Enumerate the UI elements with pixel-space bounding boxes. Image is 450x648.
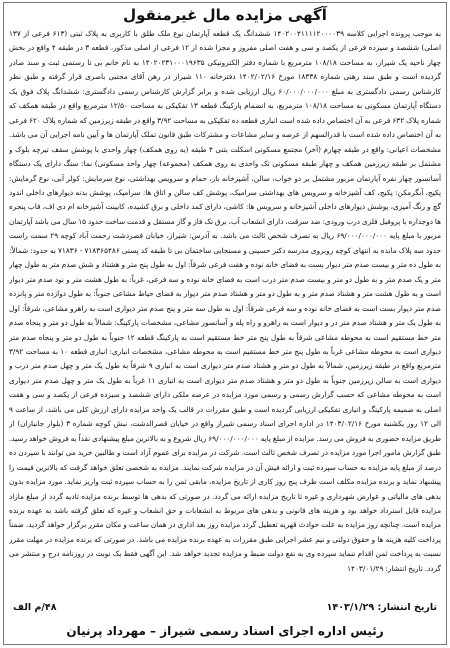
- notice-body: به موجب پرونده اجرایی کلاسه ۱۴۰۲۰۰۴۱۱۱۱۲۰۰۰۰۳۹ ششدانگ یک قطعه آپارتمان نوع ملک طلق با کاربری به پلاک ثبتی (۶۱۳ فرعی از ۱۳۷ اصلی) ششصد و سیزده فرعی از یکصد و سی و هفت اصلی مفروز و مجزا شده از ۱۲ فرعی از اصلی مذکور، قطعه ۳ در طبقه ۴ واقع در بخش چهار ناحیه یک شیراز، به مساحت ۱۰۸/۱۸ مترمربع با شماره دفتر الکترونیکی ۱۴۰۲۰۲۳۱۰۰۰۱۹۶۳۵ به نام خانم بی تا رستمی ثبت و سند صادر گردیده است و طبق سند رهنی شماره ۱۸۳۳۸ مورخ ۱۴۰۲/۰۲/۱۶ دفترخانه ۱۱۰ شیراز در رهن آقای مجتبی باصری قرار گرفته و طبق نظر کارشناس رسمی دادگستری به مبلغ ۶۰/۰۰۰/۰۰۰/۰۰۰ ریال ارزیابی شده و برابر گزارش کارشناس رسمی دادگستری: ششدانگ پلاک فوق یک دستگاه آپارتمان مسکونی به مساحت ۱۰۸/۱۸ مترمربع، به انضمام پارکینگ قطعه ۱۳ تفکیکی به مساحت ۱۲/۵۰ مترمربع واقع در طبقه همکف که شماره پلاک ۶۳۲ فرعی به آن اختصاص داده شده است انباری قطعه ده تفکیکی به مساحت ۳/۹۲ واقع در طبقه زیرزمین که شماره پلاک ۶۲۰ فرعی به آن اختصاص داده شده است با قدرالسهم از عرصه و سایر مشاعات و مشترکات طبق قانون تملک آپارتمان ها و آیین نامه اجرایی آن می باشد. مشخصات اعیانی: واقع در طبقه چهارم (آخر) مجتمع مسکونی اسکلت بتنی ۴ طبقه (به روی همکف) چهار واحدی با پوشش سقف تیرچه بلوک و مشتمل بر طبقه زیرزمین همکف و چهار طبقه مسکونی تک واحدی به روی همکف (مجموعه) چهار واحد مسکونی) نما: سنگ دارای یک دستگاه آسانسور چهار نفره آپارتمان مزبور مشتمل بر دو خواب، سالن، آشپزخانه باز، حمام و سرویس بهداشتی، نوع سرمایش: کولر آبی، نوع گرمایش: پکیج، آبگرمکن: پکیج، کف آشپزخانه و سرویس های بهداشتی سرامیک، پوشش کف سالن و اتاق ها: سرامیک، پوشش بدنه دیوارهای داخلی اندود گچ و رنگ آمیزی، پوشش دیوارهای داخلی آشپزخانه و سرویس ها: کاشی، دارای کمد داخلی و برق کشیده، کابینت آشپزخانه ام دی اف، قاب پنجره ها دوجداره با پروفیل فلزی درب ورودی: ضد سرقت، دارای انشعاب آب، برق تک فاز و گاز مستقل و قدمت ساخت حدود ۱۵ سال می باشد آپارتمان مزبور با مبلغ پایه ۶۹/۰۰۰/۰۰۰/۰۰۰ ریال به تصرف شخص ثالث می باشد. به آدرس: شیراز، خیابان قصردشت رحمت آباد کوچه ۲۹ سمت راست حدود سه پلاک مانده به انتهای کوچه روبروی مدرسه دکتر حسینی و مستجابی ساختمان بی تا طبقه کد پستی ۷۱۸۳۶۵۴۸۶ - ۷۱۸۳۶ به حدود: شمالاً: به طول ده متر و بیست صدم متر دیوار بست به فضای خانه نوده و هفت فرعی شرقاً: اول به طول پنج متر و هشتاد و شش صدم متر به طول چهار متر و یک صدم متر و به طول دو متر و بیست صدم متر درب است به فضای خانه نوده و سه فرعی، غرباً: به طول هشت متر و نود صدم متر دیوار است و به طول هشت متر و هشتاد صدم متر و به طول دو متر و هشتاد صدم متر دیوار به فضای حیاط مشاعی جنوباً: به طول دوازده متر و پانزده صدم متر دیوار بست است به فضای خانه نوده و سه فرعی شرقاً: اول به طول سه متر و پنج صدم متر دیواری است به راهرو مشاعی، شرقاً: اول به طول یک متر و هشتاد صدم متر در و دیوار است به راهرو و راه پله و آسانسور مشاعی، مشخصات پارکینگ: شمالاً به طول دو متر و پنجاه صدم متر خط مستقیم است به محوطه مشاعی شرقاً به طول پنج متر خط مستقیم است به پارکینگ قطعه ۱۲ جنوباً به طول دو متر و پنجاه صدم متر دیواری است به محوطه مشاعی غرباً به طول پنج متر خط مستقیم است به محوطه مشاعی، مشخصات انباری: انباری قطعه ۱۰ به مساحت ۳/۹۲ مترمربع واقع در طبقه زیرزمین، شمالاً به طول دو متر و هشتاد صدم متر دیواری است به انباری ۹ شرقاً به طول یک متر و چهل صدم متر درب و دیواری است به سالن زیرزمین جنوباً به طول دو متر و هشتاد صدم متر دیواری است به انباری ۱۱ غرباً به طول یک متر و چهل صدم متر دیواری است به محوطه مشاعی که حسب گزارش رسمی و رسمی مورد مزایده در عرصه ملکی دارای ششصد و سیزده فرعی از یکصد و سی و هفت اصلی به ضمیمه پارکینگ و انباری تفکیکی ارزیابی گردیده است و طبق مقررات در قالب یک واحد مزایده دارای ارزش کلی می باشد، از ساعت ۹ الی ۱۲ روز یکشنبه مورخ ۱۴۰۳/۰۲/۱۶ در اداره اجرای اسناد رسمی شیراز واقع در خیابان قصرالدشت، نبش کوچه شماره ۳ (بلوار جانبازان) از طریق مزایده حضوری به فروش می رسد. مزایده از مبلغ پایه ۶۹/۰۰۰/۰۰۰/۰۰۰ ریال شروع و به بالاترین مبلغ پیشنهادی نقداً به فروش خواهد رسید. طبق گزارش مامور اجرا مورد مزایده در تصرف شخص ثالث است. شرکت در مزایده برای عموم آزاد است و طالبین خرید می توانند با سپردن ده درصد از مبلغ پایه مزایده به حساب سپرده ثبت و ارائه فیش آن در مزایده شرکت نمایند. مزایده به شخصی تعلق خواهد گرفت که بالاترین قیمت را پیشنهاد نماید و برنده مزایده مکلف است ظرف پنج روز کاری از تاریخ مزایده، مابقی ثمن را به حساب سپرده ثبت واریز نماید. مورد مزایده بدون بدهی های مالیاتی و عوارض شهرداری و غیره تا تاریخ مزایده ارائه می گردد. در صورتی که بدهی ها توسط برنده مزایده تادیه گردد از مبلغ مازاد مزایده قابل استرداد خواهد بود و هزینه های قانونی و بدهی های مربوط به انشعابات و حق انشعاب و غیره که تعلق گرفته باشد به عهده برنده مزایده است. چنانچه روز مزایده به علت حوادث قهریه تعطیل گردد مزایده روز بعد اداری در همان ساعت و مکان مقرر برگزار خواهد گردید. ضمناً پرداخت کلیه هزینه ها و حقوق دولتی و نیم عشر اجرایی طبق مقررات به عهده برنده مزایده می باشد. در صورتی که برنده مزایده در مهلت مقرر نسبت به پرداخت ثمن اقدام ننماید سپرده وی به نفع دولت ضبط و مزایده تجدید خواهد شد. این آگهی فقط یک نوبت در روزنامه درج و منتشر می گردد. تاریخ انتشار: ۱۴۰۳/۰۱/۲۹: [9, 29, 441, 573]
- publication-date: تاریخ انتشار: ۱۴۰۳/۱/۲۹: [326, 602, 437, 613]
- notice-footer: [9, 600, 441, 640]
- signature-line: رئیس اداره اجرای اسناد رسمی شیراز – مهرداد پرنیان: [66, 624, 384, 638]
- reference-code: ۴۸/م الف: [13, 602, 57, 613]
- notice-title: آگهی مزایده مال غیرمنقول: [123, 6, 327, 24]
- notice-page: [3, 2, 447, 645]
